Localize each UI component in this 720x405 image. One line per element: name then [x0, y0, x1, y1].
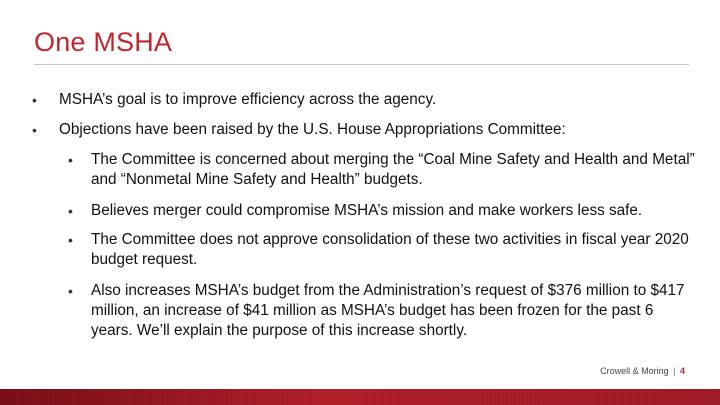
footer-separator: | [673, 366, 676, 376]
sub-bullet-marker: • [68, 283, 73, 299]
sub-bullet-no-consolidation: The Committee does not approve consolidation of these two activities in fiscal year 2020 budget request. [91, 231, 689, 268]
sub-bullet-marker: • [68, 232, 73, 248]
footer-firm-name: Crowell & Moring [600, 366, 669, 376]
bullet-goal: MSHA’s goal is to improve efficiency across the agency. [59, 91, 437, 108]
sub-bullet-budget-increase: Also increases MSHA’s budget from the Administration’s request of $376 million to $417 million, an increase of $41 million as MSHA’s budget has been frozen for the past 6 years. We’ll explain the purpose of this increase shortly. [91, 282, 685, 339]
bullet-marker: • [32, 122, 37, 138]
sub-bullet-merge-concern: The Committee is concerned about merging the “Coal Mine Safety and Health and Metal” and “Nonmetal Mine Safety and Health” budgets. [91, 151, 695, 188]
bullet-marker: • [32, 92, 37, 108]
bullet-objections: Objections have been raised by the U.S. House Appropriations Committee: [59, 121, 566, 138]
sub-bullet-marker: • [68, 152, 73, 168]
sub-bullet-marker: • [68, 203, 73, 219]
bottom-brand-band [0, 389, 720, 405]
slide-footer [600, 366, 685, 376]
sub-bullet-merger-risk: Believes merger could compromise MSHA’s mission and make workers less safe. [91, 202, 643, 219]
slide-title: One MSHA [34, 27, 173, 57]
page-number: 4 [679, 366, 685, 376]
title-divider [34, 64, 689, 65]
